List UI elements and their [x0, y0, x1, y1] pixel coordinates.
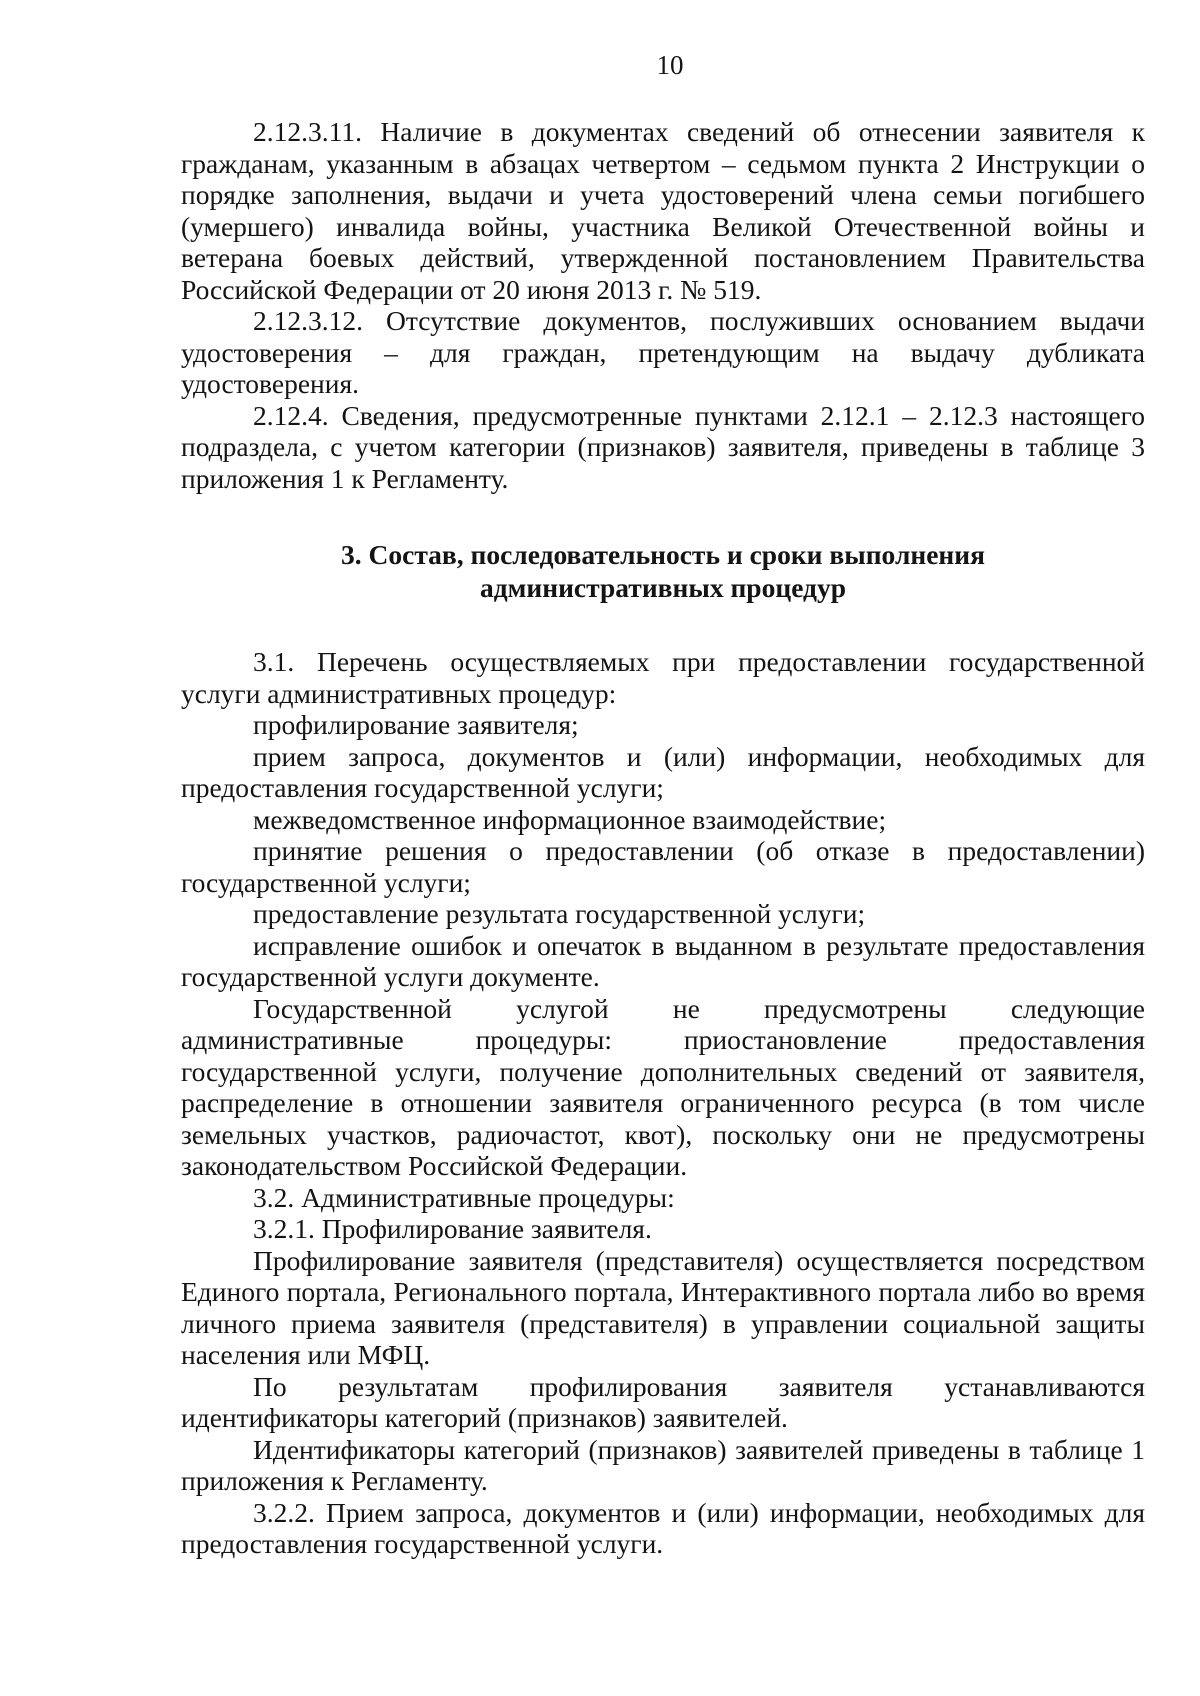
paragraph-3-1: 3.1. Перечень осуществляемых при предоставлении государственной услуги административных процедур:	[181, 646, 1145, 709]
page-number: 10	[656, 50, 684, 80]
list-item-result: предоставление результата государственной услуги;	[253, 898, 866, 929]
paragraph-profiling-result: По результатам профилирования заявителя устанавливаются идентификаторы категорий (признаков) заявителей.	[181, 1370, 1145, 1433]
paragraph-identifiers: Идентификаторы категорий (признаков) заявителей приведены в таблице 1 приложения к Регламенту.	[181, 1433, 1145, 1496]
paragraph-profiling-description: Профилирование заявителя (представителя) осуществляется посредством Единого портала, Регионального портала, Интерактивного портала либо во время личного приема заявителя (представителя) в управлении социальной защиты населения или МФЦ.	[181, 1244, 1145, 1370]
section-3-heading-line-2: административных процедур	[480, 572, 846, 603]
list-item-error-correction: исправление ошибок и опечаток в выданном в результате предоставления государственной услуги документе.	[181, 929, 1145, 992]
paragraph-3-2-1: 3.2.1. Профилирование заявителя.	[253, 1213, 652, 1244]
paragraph-2-12-3-11: 2.12.3.11. Наличие в документах сведений об отнесении заявителя к гражданам, указанным в абзацах четвертом – седьмом пункта 2 Инструкции о порядке заполнения, выдачи и учета удостоверений члена семьи погибшего (умершего) инвалида войны, участника Великой Отечественной войны и ветерана боевых действий, утвержденной постановлением Правительства Российской Федерации от 20 июня 2013 г. № 519.	[181, 116, 1145, 305]
document-body	[181, 116, 1145, 1560]
paragraph-3-2-2: 3.2.2. Прием запроса, документов и (или) информации, необходимых для предоставления государственной услуги.	[181, 1496, 1145, 1559]
section-3-heading-line-1: 3. Состав, последовательность и сроки выполнения	[341, 539, 985, 570]
paragraph-3-2: 3.2. Административные процедуры:	[253, 1181, 675, 1213]
section-3-heading	[181, 538, 1145, 604]
list-item-interagency: межведомственное информационное взаимодействие;	[253, 803, 887, 835]
list-item-request-intake: прием запроса, документов и (или) информации, необходимых для предоставления государственной услуги;	[181, 740, 1145, 803]
paragraph-2-12-3-12: 2.12.3.12. Отсутствие документов, послуживших основанием выдачи удостоверения – для граждан, претендующим на выдачу дубликата удостоверения.	[181, 305, 1145, 399]
paragraph-not-provided-procedures: Государственной услугой не предусмотрены следующие административные процедуры: приостановление предоставления государственной услуги, получение дополнительных сведений от заявителя, распределение в отношении заявителя ограниченного ресурса (в том числе земельных участков, радиочастот, квот), поскольку они не предусмотрены законодательством Российской Федерации.	[181, 992, 1145, 1181]
list-item-profiling: профилирование заявителя;	[253, 709, 579, 740]
list-item-decision: принятие решения о предоставлении (об отказе в предоставлении) государственной услуги;	[181, 835, 1145, 898]
paragraph-2-12-4: 2.12.4. Сведения, предусмотренные пунктами 2.12.1 – 2.12.3 настоящего подраздела, с учетом категории (признаков) заявителя, приведены в таблице 3 приложения 1 к Регламенту.	[181, 399, 1145, 494]
